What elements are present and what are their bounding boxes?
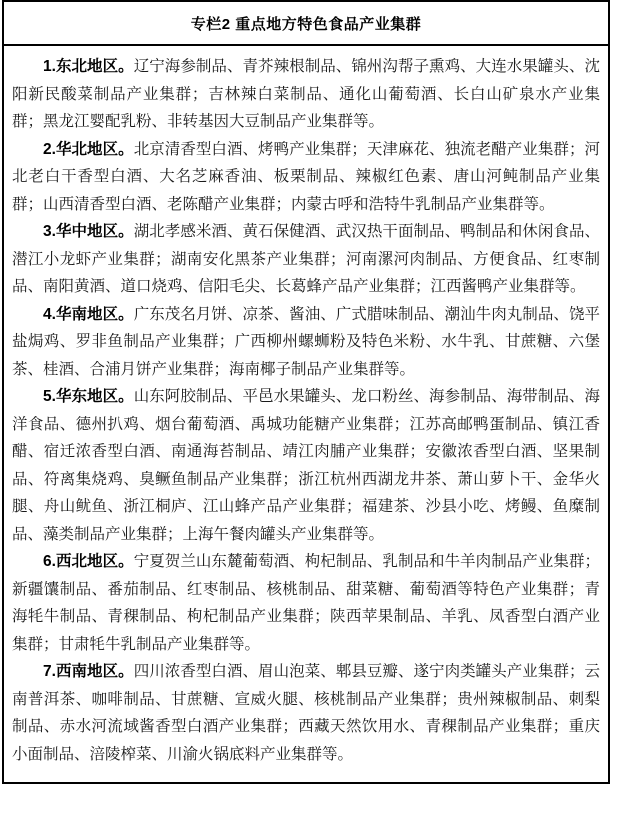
panel-title: 专栏2 重点地方特色食品产业集群 [4, 2, 608, 46]
region-text: 湖北孝感米酒、黄石保健酒、武汉热干面制品、鸭制品和休闲食品、潜江小龙虾产业集群；湖南安化黑茶产业集群；河南漯河肉制品、方便食品、红枣制品、南阳黄酒、道口烧鸡、信阳毛尖、长葛蜂产品产业集群；江西酱鸭产业集群等。 [12, 223, 600, 295]
region-text: 辽宁海参制品、青芥辣根制品、锦州沟帮子熏鸡、大连水果罐头、沈阳新民酸菜制品产业集群；吉林辣白菜制品、通化山葡萄酒、长白山矿泉水产业集群；黑龙江婴配乳粉、非转基因大豆制品产业集群等。 [12, 58, 600, 130]
region-label: 4.华南地区。 [43, 305, 134, 323]
region-paragraph-southwest [12, 658, 600, 768]
region-label: 1.东北地区。 [43, 58, 134, 75]
feature-box-panel [2, 0, 610, 784]
region-paragraph-north-china [12, 136, 600, 219]
region-paragraph-central-china [12, 218, 600, 301]
region-paragraph-east-china [12, 383, 600, 548]
region-text: 山东阿胶制品、平邑水果罐头、龙口粉丝、海参制品、海带制品、海洋食品、德州扒鸡、烟台葡萄酒、禹城功能糖产业集群；江苏高邮鸭蛋制品、镇江香醋、宿迁浓香型白酒、南通海苔制品、靖江肉脯产业集群；安徽浓香型白酒、坚果制品、符离集烧鸡、臭鳜鱼制品产业集群；浙江杭州西湖龙井茶、萧山萝卜干、金华火腿、舟山鱿鱼、浙江桐庐、江山蜂产品产业集群；福建茶、沙县小吃、烤鳗、鱼糜制品、藻类制品产业集群；上海午餐肉罐头产业集群等。 [12, 388, 600, 543]
region-label: 5.华东地区。 [43, 388, 134, 405]
region-text: 四川浓香型白酒、眉山泡菜、郫县豆瓣、遂宁肉类罐头产业集群；云南普洱茶、咖啡制品、甘蔗糖、宣威火腿、核桃制品产业集群；贵州辣椒制品、刺梨制品、赤水河流域酱香型白酒产业集群；西藏天然饮用水、青稞制品产业集群；重庆小面制品、涪陵榨菜、川渝火锅底料产业集群等。 [12, 663, 600, 763]
region-label: 7.西南地区。 [43, 663, 134, 680]
region-paragraph-northeast [12, 53, 600, 136]
panel-body [4, 46, 608, 782]
region-paragraph-northwest [12, 548, 600, 658]
region-text: 宁夏贺兰山东麓葡萄酒、枸杞制品、乳制品和牛羊肉制品产业集群；新疆馕制品、番茄制品、红枣制品、核桃制品、甜菜糖、葡萄酒等特色产业集群；青海牦牛制品、青稞制品、枸杞制品产业集群；陕西苹果制品、羊乳、凤香型白酒产业集群；甘肃牦牛乳制品产业集群等。 [12, 553, 600, 653]
region-label: 6.西北地区。 [43, 553, 134, 570]
region-text: 北京清香型白酒、烤鸭产业集群；天津麻花、独流老醋产业集群；河北老白干香型白酒、大名芝麻香油、板栗制品、辣椒红色素、唐山河鲀制品产业集群；山西清香型白酒、老陈醋产业集群；内蒙古呼和浩特牛乳制品产业集群等。 [12, 140, 600, 213]
region-label: 3.华中地区。 [43, 223, 134, 240]
region-text: 广东茂名月饼、凉茶、酱油、广式腊味制品、潮汕牛肉丸制品、饶平盐焗鸡、罗非鱼制品产业集群；广西柳州螺蛳粉及特色米粉、水牛乳、甘蔗糖、六堡茶、桂酒、合浦月饼产业集群；海南椰子制品产业集群等。 [12, 305, 600, 378]
region-paragraph-south-china [12, 301, 600, 384]
region-label: 2.华北地区。 [43, 140, 134, 158]
